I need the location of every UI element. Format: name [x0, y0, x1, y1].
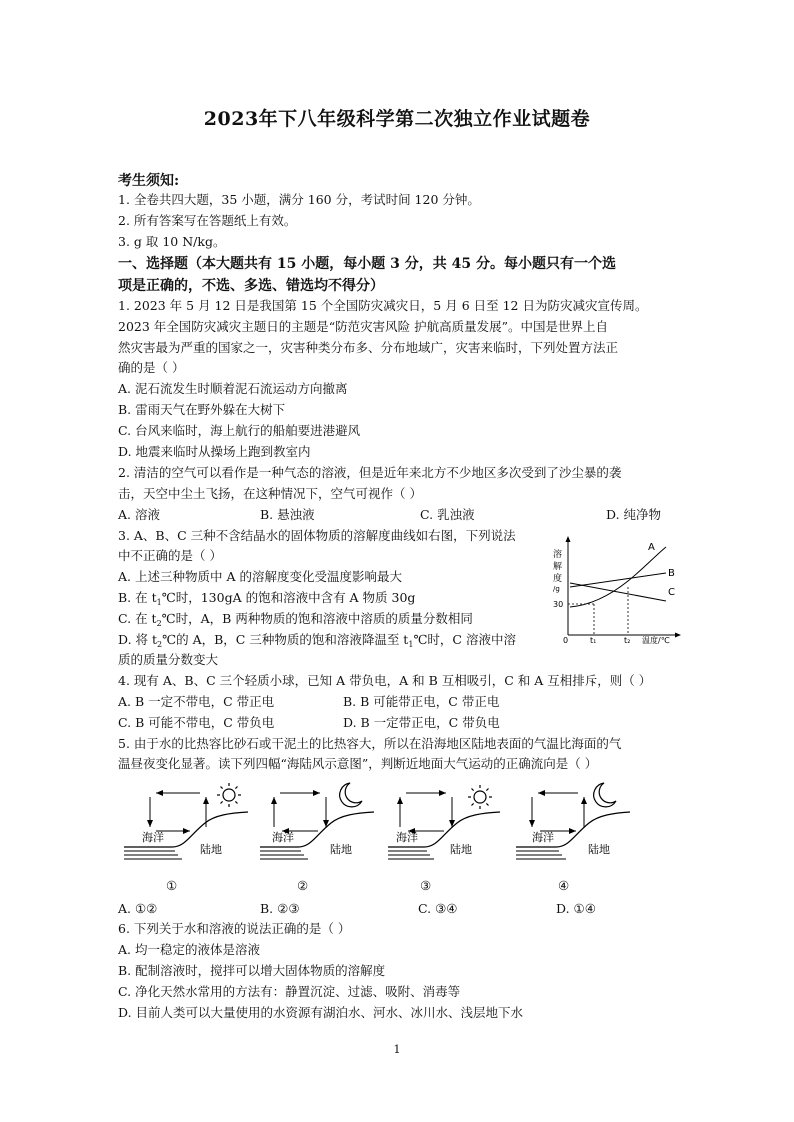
q4-stem: 4. 现有 A、B、C 三个轻质小球，已知 A 带负电，A 和 B 互相吸引，C 和 A 互相排斥，则（ ） — [118, 673, 652, 688]
svg-text:海洋: 海洋 — [532, 831, 554, 844]
q3-option-d: D. 将 $t_2℃$的 A，B，C 三种物质的饱和溶液降温至 $t_1℃$时，C 溶液中溶 — [118, 632, 516, 649]
figure-number: ③ — [420, 878, 432, 893]
sun-icon — [468, 785, 492, 809]
q5-option-d: D. ①④ — [556, 901, 596, 916]
q4-option-a: A. B 一定不带电，C 带正电 — [118, 694, 275, 709]
page-number: 1 — [393, 1043, 401, 1056]
graph-y30: 30 — [553, 600, 564, 609]
q5-option-a: A. ①② — [118, 901, 158, 916]
q2-stem: 击，天空中尘土飞扬，在这种情况下，空气可视作（ ） — [118, 486, 422, 501]
q4-option-d: D. B 一定带正电，C 带负电 — [343, 715, 500, 730]
sea-land-breeze-figure-3 — [384, 775, 502, 871]
graph-xlabel: 温度/℃ — [642, 636, 670, 645]
q1-option-a: A. 泥石流发生时顺着泥石流运动方向撤离 — [118, 381, 348, 396]
q1-stem: 确的是（ ） — [118, 360, 185, 375]
q4-option-b: B. B 可能带正电，C 带正电 — [343, 694, 500, 709]
graph-curve-a: A — [648, 542, 655, 553]
solubility-graph — [548, 535, 682, 645]
svg-text:陆地: 陆地 — [200, 843, 222, 856]
graph-ylabel: 溶 — [553, 550, 563, 560]
q3-option-c: C. 在 $t_2℃$时，A，B 两种物质的饱和溶液中溶质的质量分数相同 — [118, 611, 473, 628]
q1-stem: 2023 年全国防灾减灾主题日的主题是“防范灾害风险 护航高质量发展”。中国是世界上自 — [118, 319, 609, 334]
svg-text:海洋: 海洋 — [142, 831, 164, 844]
graph-curve-b: B — [668, 568, 675, 579]
sea-land-breeze-figure-1 — [120, 775, 250, 871]
q3-option-a: A. 上述三种物质中 A 的溶解度变化受温度影响最大 — [118, 569, 402, 584]
q5-option-c: C. ③④ — [418, 901, 458, 916]
svg-text:海洋: 海洋 — [396, 831, 418, 844]
q1-option-b: B. 雷雨天气在野外躲在大树下 — [118, 402, 286, 417]
section-heading: 项是正确的，不选、多选、错选均不得分） — [118, 278, 384, 294]
svg-text:陆地: 陆地 — [588, 843, 610, 856]
sun-icon — [217, 783, 241, 807]
graph-t1: t₁ — [590, 636, 597, 645]
q4-option-c: C. B 可能不带电，C 带负电 — [118, 715, 275, 730]
q3-stem: 中不正确的是（ ） — [118, 548, 222, 563]
svg-text:海洋: 海洋 — [272, 831, 294, 844]
figure-number: ① — [166, 878, 178, 893]
graph-origin: 0 — [563, 636, 569, 645]
sea-land-breeze-figure-2 — [256, 775, 376, 871]
figure-number: ② — [297, 878, 309, 893]
moon-icon — [594, 783, 616, 807]
q1-option-d: D. 地震来临时从操场上跑到教室内 — [118, 444, 311, 459]
q2-stem: 2. 清洁的空气可以看作是一种气态的溶液，但是近年来北方不少地区多次受到了沙尘暴的袭 — [118, 465, 622, 480]
graph-ylabel: 解 — [553, 562, 563, 572]
svg-text:陆地: 陆地 — [450, 843, 472, 856]
q2-option-d: D. 纯净物 — [606, 507, 662, 522]
page-title: 2023年下八年级科学第二次独立作业试题卷 — [203, 108, 591, 130]
q2-option-a: A. 溶液 — [118, 507, 160, 522]
notice-item: 3. g 取 10 N/kg。 — [118, 234, 226, 249]
q3-option-d-cont: 质的质量分数变大 — [118, 652, 219, 667]
notice-item: 1. 全卷共四大题，35 小题，满分 160 分，考试时间 120 分钟。 — [118, 192, 480, 207]
q5-stem: 温昼夜变化显著。读下列四幅“海陆风示意图”，判断近地面大气运动的正确流向是（ ） — [118, 756, 598, 771]
notice-heading: 考生须知: — [118, 173, 180, 189]
q6-option-a: A. 均一稳定的液体是溶液 — [118, 942, 260, 957]
q3-stem: 3. A、B、C 三种不含结晶水的固体物质的溶解度曲线如右图，下列说法 — [118, 528, 516, 543]
q2-option-b: B. 悬浊液 — [260, 507, 315, 522]
graph-ylabel: 度 — [553, 574, 563, 584]
q5-option-b: B. ②③ — [260, 901, 300, 916]
q5-stem: 5. 由于水的比热容比砂石或干泥土的比热容大，所以在沿海地区陆地表面的气温比海面的气 — [118, 736, 622, 751]
figure-number: ④ — [558, 878, 570, 893]
q1-stem: 然灾害最为严重的国家之一，灾害种类分布多、分布地域广，灾害来临时，下列处置方法正 — [118, 340, 619, 355]
svg-text:陆地: 陆地 — [330, 843, 352, 856]
q1-option-c: C. 台风来临时，海上航行的船舶要进港避风 — [118, 423, 361, 438]
q2-option-c: C. 乳浊液 — [420, 507, 475, 522]
q6-stem: 6. 下列关于水和溶液的说法正确的是（ ） — [118, 921, 351, 936]
q3-option-b: B. 在 $t_1℃$时，130gA 的饱和溶液中含有 A 物质 30g — [118, 590, 416, 607]
graph-t2: t₂ — [624, 636, 631, 645]
q6-option-b: B. 配制溶液时，搅拌可以增大固体物质的溶解度 — [118, 963, 386, 978]
q6-option-d: D. 目前人类可以大量使用的水资源有湖泊水、河水、冰川水、浅层地下水 — [118, 1005, 524, 1020]
q1-stem: 1. 2023 年 5 月 12 日是我国第 15 个全国防灾减灾日，5 月 6 日至 12 日为防灾减灾宣传周。 — [118, 298, 648, 313]
section-heading: 一、选择题（本大题共有 15 小题，每小题 3 分，共 45 分。每小题只有一个选 — [118, 256, 616, 272]
q6-option-c: C. 净化天然水常用的方法有：静置沉淀、过滤、吸附、消毒等 — [118, 984, 461, 999]
graph-ylabel: /g — [553, 585, 560, 593]
graph-curve-c: C — [668, 587, 675, 598]
notice-item: 2. 所有答案写在答题纸上有效。 — [118, 213, 297, 228]
moon-icon — [340, 783, 362, 807]
sea-land-breeze-figure-4 — [512, 775, 632, 871]
